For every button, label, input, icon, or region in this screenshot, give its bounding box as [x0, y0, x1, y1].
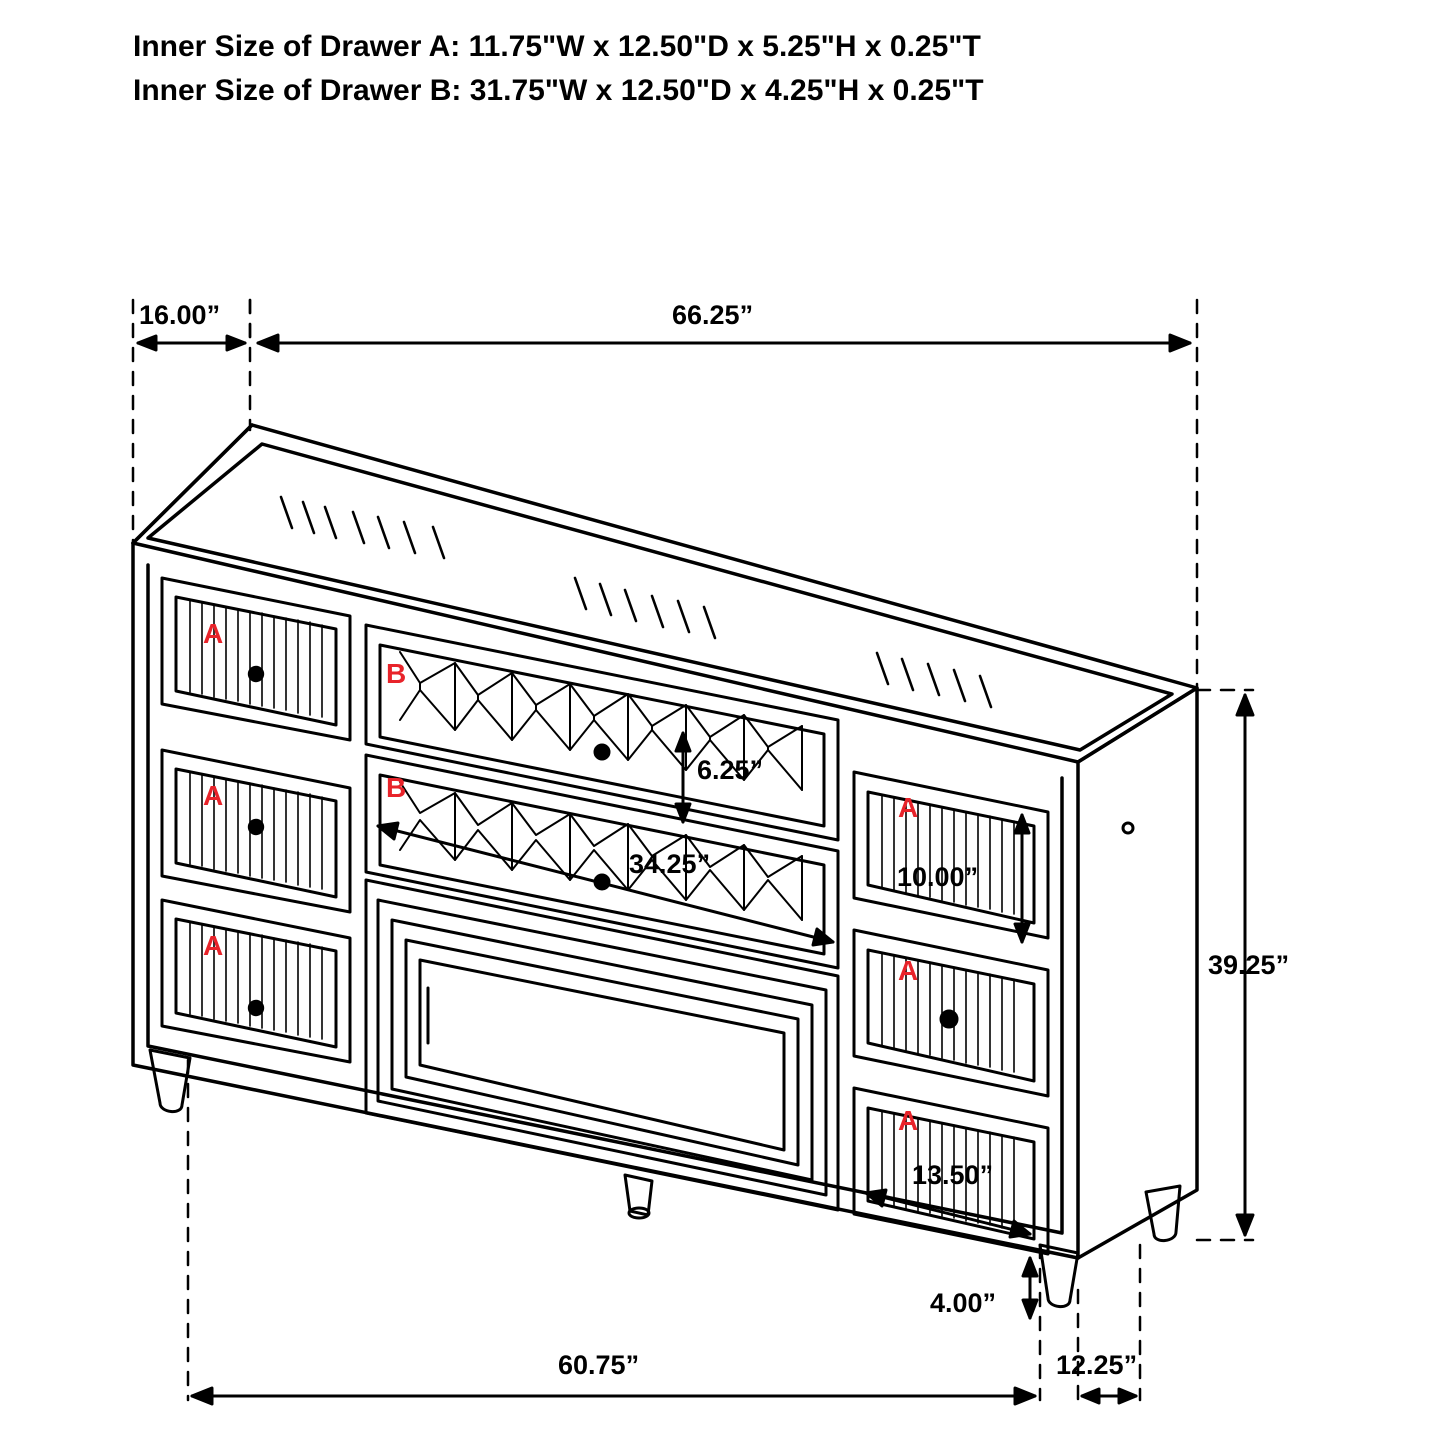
dimension-drawer-a-height: 10.00”	[897, 862, 979, 892]
dimension-total-height: 39.25”	[1208, 950, 1290, 980]
drawer-a-spec-text: Inner Size of Drawer A: 11.75"W x 12.50"D x 5.25"H x 0.25"T	[133, 30, 981, 63]
center-drawer-knobs	[595, 745, 609, 889]
dimension-drawer-a-width: 13.50”	[912, 1160, 994, 1190]
drawer-label-a-1: A	[203, 618, 224, 649]
dimension-drawer-b-height: 6.25”	[697, 755, 764, 785]
dimension-width-top: 66.25”	[672, 300, 754, 330]
center-drawer-b-group	[366, 625, 838, 968]
dimension-base-width: 60.75”	[558, 1350, 640, 1380]
drawer-label-a-4: A	[898, 792, 919, 823]
drawer-label-b-1: B	[386, 658, 407, 689]
fireplace-insert	[366, 880, 838, 1210]
dimension-base-depth: 12.25”	[1056, 1350, 1138, 1380]
left-drawer-knobs	[249, 667, 263, 1015]
dimension-drawer-b-width: 34.25”	[629, 849, 711, 879]
drawer-label-a-2: A	[203, 780, 224, 811]
right-drawer-knobs	[941, 1011, 957, 1027]
dimension-depth-top: 16.00”	[139, 300, 221, 330]
cabinet-outline	[133, 425, 1197, 1258]
drawer-label-a-6: A	[898, 1105, 919, 1136]
drawer-label-b-2: B	[386, 772, 407, 803]
drawer-label-a-5: A	[898, 955, 919, 986]
drawer-b-spec-text: Inner Size of Drawer B: 31.75"W x 12.50"D x 4.25"H x 0.25"T	[133, 74, 984, 107]
side-screw	[1123, 823, 1133, 833]
center-foot	[625, 1175, 652, 1218]
dimension-leg-height: 4.00”	[930, 1288, 997, 1318]
drawer-label-a-3: A	[203, 930, 224, 961]
